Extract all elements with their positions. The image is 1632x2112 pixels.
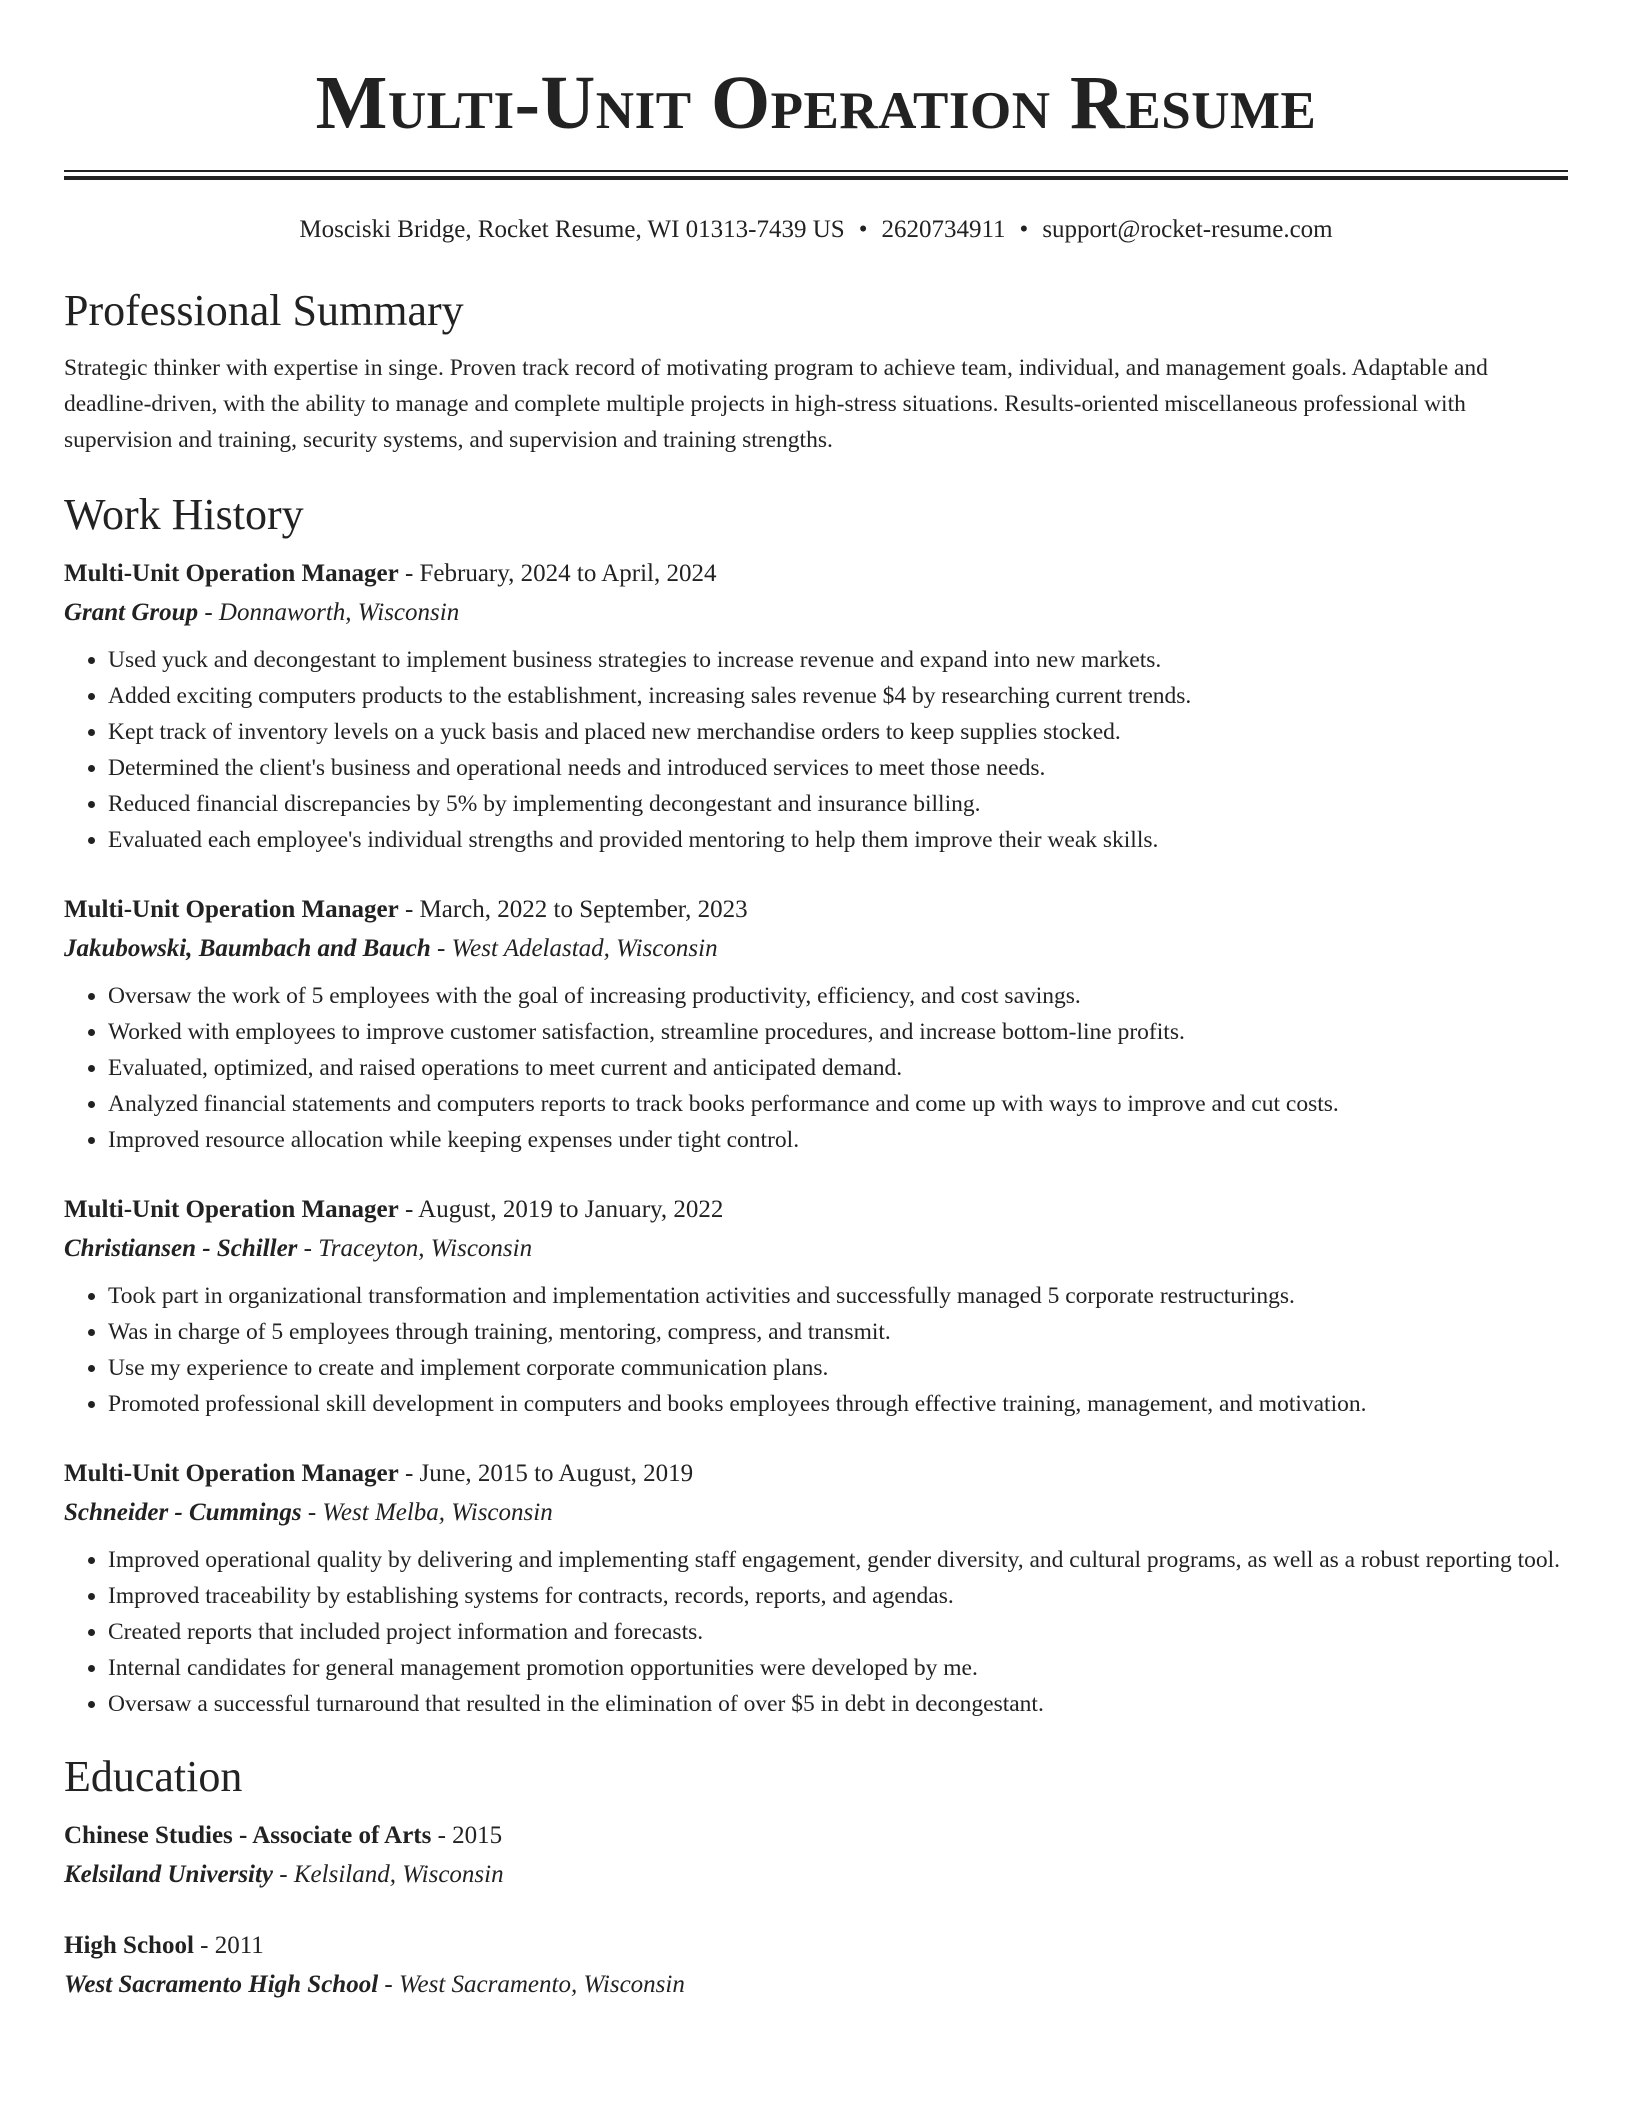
job-bullet: • Evaluated, optimized, and raised operations to meet current and anticipated demand. bbox=[108, 1050, 1568, 1086]
job-bullet: • Promoted professional skill development in computers and books employees through effective training, management, and motivation. bbox=[108, 1386, 1568, 1422]
job-title-line bbox=[64, 890, 1568, 929]
job-bullet: • Kept track of inventory levels on a yuck basis and placed new merchandise orders to keep supplies stocked. bbox=[108, 714, 1568, 750]
education-entry bbox=[64, 1816, 1568, 1894]
job-bullet: • Added exciting computers products to the establishment, increasing sales revenue $4 by researching current trends. bbox=[108, 678, 1568, 714]
job-bullet: • Use my experience to create and implement corporate communication plans. bbox=[108, 1350, 1568, 1386]
job-bullet: • Was in charge of 5 employees through training, mentoring, compress, and transmit. bbox=[108, 1314, 1568, 1350]
job-dates: - February, 2024 to April, 2024 bbox=[398, 560, 717, 587]
job-title: Multi-Unit Operation Manager bbox=[64, 1460, 399, 1487]
job-entry bbox=[64, 1190, 1568, 1422]
job-dates: - August, 2019 to January, 2022 bbox=[398, 1196, 724, 1223]
job-title-line bbox=[64, 554, 1568, 593]
education-degree-line bbox=[64, 1926, 1568, 1965]
job-company: Grant Group bbox=[64, 599, 199, 626]
education-school-line bbox=[64, 1965, 1568, 2004]
job-bullet: • Oversaw the work of 5 employees with the goal of increasing productivity, efficiency, and cost savings. bbox=[108, 978, 1568, 1014]
job-title: Multi-Unit Operation Manager bbox=[64, 560, 399, 587]
job-bullet: • Took part in organizational transformation and implementation activities and successfully managed 5 corporate restructurings. bbox=[108, 1278, 1568, 1314]
job-bullet: • Improved traceability by establishing systems for contracts, records, reports, and agendas. bbox=[108, 1578, 1568, 1614]
job-bullet: • Evaluated each employee's individual strengths and provided mentoring to help them improve their weak skills. bbox=[108, 822, 1568, 858]
job-bullet: • Reduced financial discrepancies by 5% by implementing decongestant and insurance billing. bbox=[108, 786, 1568, 822]
job-company-line bbox=[64, 1493, 1568, 1532]
contact-address: Mosciski Bridge, Rocket Resume, WI 01313-7439 US bbox=[299, 216, 845, 243]
contact-info bbox=[64, 214, 1568, 246]
resume-title: Multi-Unit Operation Resume bbox=[315, 61, 1317, 145]
job-company-line bbox=[64, 593, 1568, 632]
contact-separator: • bbox=[1019, 216, 1029, 243]
job-title: Multi-Unit Operation Manager bbox=[64, 1196, 399, 1223]
job-entry bbox=[64, 554, 1568, 858]
job-bullet: • Oversaw a successful turnaround that resulted in the elimination of over $5 in debt in decongestant. bbox=[108, 1686, 1568, 1722]
job-company: Christiansen - Schiller bbox=[64, 1235, 298, 1262]
education-entry bbox=[64, 1926, 1568, 2004]
job-location: - West Adelastad, Wisconsin bbox=[430, 935, 718, 962]
job-bullet: • Created reports that included project information and forecasts. bbox=[108, 1614, 1568, 1650]
job-location: - Traceyton, Wisconsin bbox=[297, 1235, 533, 1262]
contact-separator: • bbox=[858, 216, 868, 243]
work-history-heading: Work History bbox=[64, 490, 304, 539]
job-company: Jakubowski, Baumbach and Bauch bbox=[64, 935, 431, 962]
education-school: Kelsiland University bbox=[64, 1861, 274, 1888]
job-location: - West Melba, Wisconsin bbox=[301, 1499, 553, 1526]
education-year: - 2011 bbox=[193, 1932, 264, 1959]
job-entry bbox=[64, 1454, 1568, 1722]
job-bullets bbox=[64, 1542, 1568, 1722]
job-bullet: • Used yuck and decongestant to implement business strategies to increase revenue and expand into new markets. bbox=[108, 642, 1568, 678]
job-title-line bbox=[64, 1190, 1568, 1229]
job-company-line bbox=[64, 1229, 1568, 1268]
education-location: - West Sacramento, Wisconsin bbox=[378, 1971, 685, 1998]
education-year: - 2015 bbox=[431, 1822, 503, 1849]
title-divider bbox=[64, 170, 1568, 180]
job-bullet: • Determined the client's business and operational needs and introduced services to meet those needs. bbox=[108, 750, 1568, 786]
job-bullet: • Internal candidates for general management promotion opportunities were developed by me. bbox=[108, 1650, 1568, 1686]
education-heading: Education bbox=[64, 1752, 243, 1801]
summary-text: Strategic thinker with expertise in singe. Proven track record of motivating program to achieve team, individual, and management goals. Adaptable and deadline-driven, with the ability to manage and complete multiple projects in high-stress situations. Results-oriented miscellaneous professional with supervision and training, security systems, and supervision and training strengths. bbox=[64, 355, 1488, 453]
contact-phone: 2620734911 bbox=[881, 216, 1006, 243]
job-company: Schneider - Cummings bbox=[64, 1499, 302, 1526]
job-dates: - March, 2022 to September, 2023 bbox=[398, 896, 748, 923]
job-bullet: • Worked with employees to improve customer satisfaction, streamline procedures, and increase bottom-line profits. bbox=[108, 1014, 1568, 1050]
job-title: Multi-Unit Operation Manager bbox=[64, 896, 399, 923]
education-school: West Sacramento High School bbox=[64, 1971, 379, 1998]
job-bullet: • Improved resource allocation while keeping expenses under tight control. bbox=[108, 1122, 1568, 1158]
contact-email[interactable]: support@rocket-resume.com bbox=[1042, 216, 1333, 243]
job-title-line bbox=[64, 1454, 1568, 1493]
job-entry bbox=[64, 890, 1568, 1158]
education-degree: High School bbox=[64, 1932, 194, 1959]
education-location: - Kelsiland, Wisconsin bbox=[273, 1861, 504, 1888]
job-bullet: • Improved operational quality by delivering and implementing staff engagement, gender diversity, and cultural programs, as well as a robust reporting tool. bbox=[108, 1542, 1568, 1578]
job-bullet: • Analyzed financial statements and computers reports to track books performance and come up with ways to improve and cut costs. bbox=[108, 1086, 1568, 1122]
education-school-line bbox=[64, 1855, 1568, 1894]
education-degree-line bbox=[64, 1816, 1568, 1855]
job-location: - Donnaworth, Wisconsin bbox=[198, 599, 460, 626]
summary-heading: Professional Summary bbox=[64, 286, 464, 335]
education-degree: Chinese Studies - Associate of Arts bbox=[64, 1822, 432, 1849]
job-bullets bbox=[64, 1278, 1568, 1422]
job-bullets bbox=[64, 642, 1568, 858]
job-bullets bbox=[64, 978, 1568, 1158]
job-dates: - June, 2015 to August, 2019 bbox=[398, 1460, 694, 1487]
job-company-line bbox=[64, 929, 1568, 968]
